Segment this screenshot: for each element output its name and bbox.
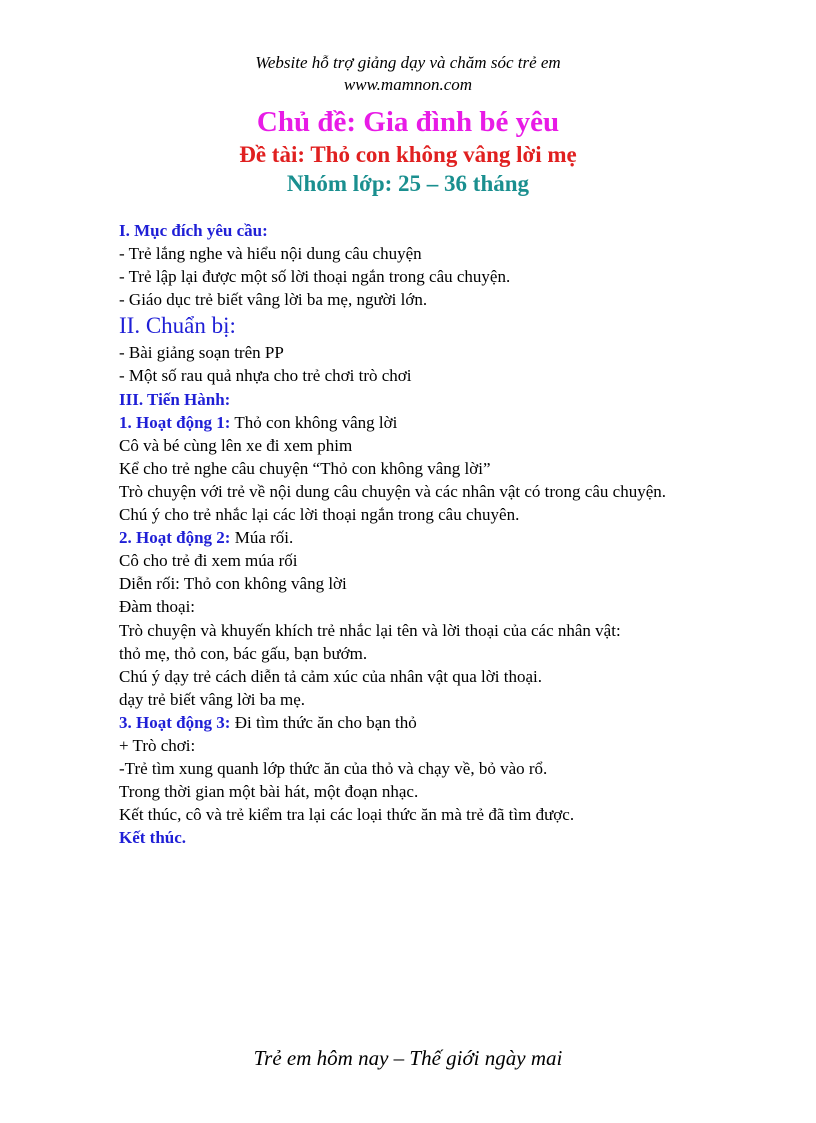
activity1-heading [119,411,699,434]
subject-title: Đề tài: Thỏ con không vâng lời mẹ [239,142,577,167]
activity1-line: Trò chuyện với trẻ về nội dung câu chuyện và các nhân vật có trong câu chuyện. [119,481,666,501]
activity1-line: Kể cho trẻ nghe câu chuyện “Thỏ con không vâng lời” [119,458,491,478]
activity1-line: Cô và bé cùng lên xe đi xem phim [119,435,353,455]
activity1-line: Chú ý cho trẻ nhắc lại các lời thoại ngắn trong câu chuyên. [119,505,520,525]
section1-item: - Trẻ lắng nghe và hiểu nội dung câu chuyện [119,244,422,264]
topic-title: Chủ đề: Gia đình bé yêu [256,106,560,138]
section2-heading: II. Chuẩn bị: [119,313,236,339]
activity2-name: Múa rối. [230,528,294,548]
header-website: Website hỗ trợ giảng dạy và chăm sóc trẻ em [255,53,561,72]
activity3-line: Trong thời gian một bài hát, một đoạn nhạc. [119,782,419,802]
group-title: Nhóm lớp: 25 – 36 tháng [286,171,530,196]
activity2-line: dạy trẻ biết vâng lời ba mẹ. [119,689,306,709]
activity2-line: thỏ mẹ, thỏ con, bác gấu, bạn bướm. [119,643,368,663]
activity3-line: -Trẻ tìm xung quanh lớp thức ăn của thỏ và chạy về, bỏ vào rổ. [119,759,548,779]
section1-item: - Giáo dục trẻ biết vâng lời ba mẹ, người lớn. [119,290,428,310]
activity2-line: Trò chuyện và khuyến khích trẻ nhắc lại tên và lời thoại của các nhân vật: [119,620,621,640]
section2-item: - Một số rau quả nhựa cho trẻ chơi trò chơi [119,366,412,386]
activity3-line: + Trò chơi: [119,735,196,755]
activity3-name: Đi tìm thức ăn cho bạn thỏ [230,712,417,732]
header-url: www.mamnon.com [343,75,473,94]
lesson-body [119,219,699,849]
section1-heading: I. Mục đích yêu cầu: [119,221,268,240]
activity2-line: Đàm thoại: [119,597,196,617]
footer-slogan: Trẻ em hôm nay – Thế giới ngày mai [253,1046,563,1070]
closing-heading: Kết thúc. [119,828,187,848]
activity3-heading [119,711,699,734]
section2-item: - Bài giảng soạn trên PP [119,343,284,363]
activity1-label: 1. Hoạt động 1: [119,412,231,432]
section3-heading: III. Tiến Hành: [119,389,231,409]
activity2-line: Cô cho trẻ đi xem múa rối [119,551,298,571]
section1-item: - Trẻ lập lại được một số lời thoại ngắn trong câu chuyện. [119,267,511,287]
activity1-name: Thỏ con không vâng lời [230,412,398,432]
activity2-heading [119,526,699,549]
activity3-label: 3. Hoạt động 3: [119,712,231,732]
activity2-label: 2. Hoạt động 2: [119,528,231,548]
activity3-line: Kết thúc, cô và trẻ kiểm tra lại các loại thức ăn mà trẻ đã tìm được. [119,805,575,825]
activity2-line: Chú ý dạy trẻ cách diễn tả cảm xúc của nhân vật qua lời thoại. [119,666,542,686]
activity2-line: Diễn rối: Thỏ con không vâng lời [119,574,347,594]
